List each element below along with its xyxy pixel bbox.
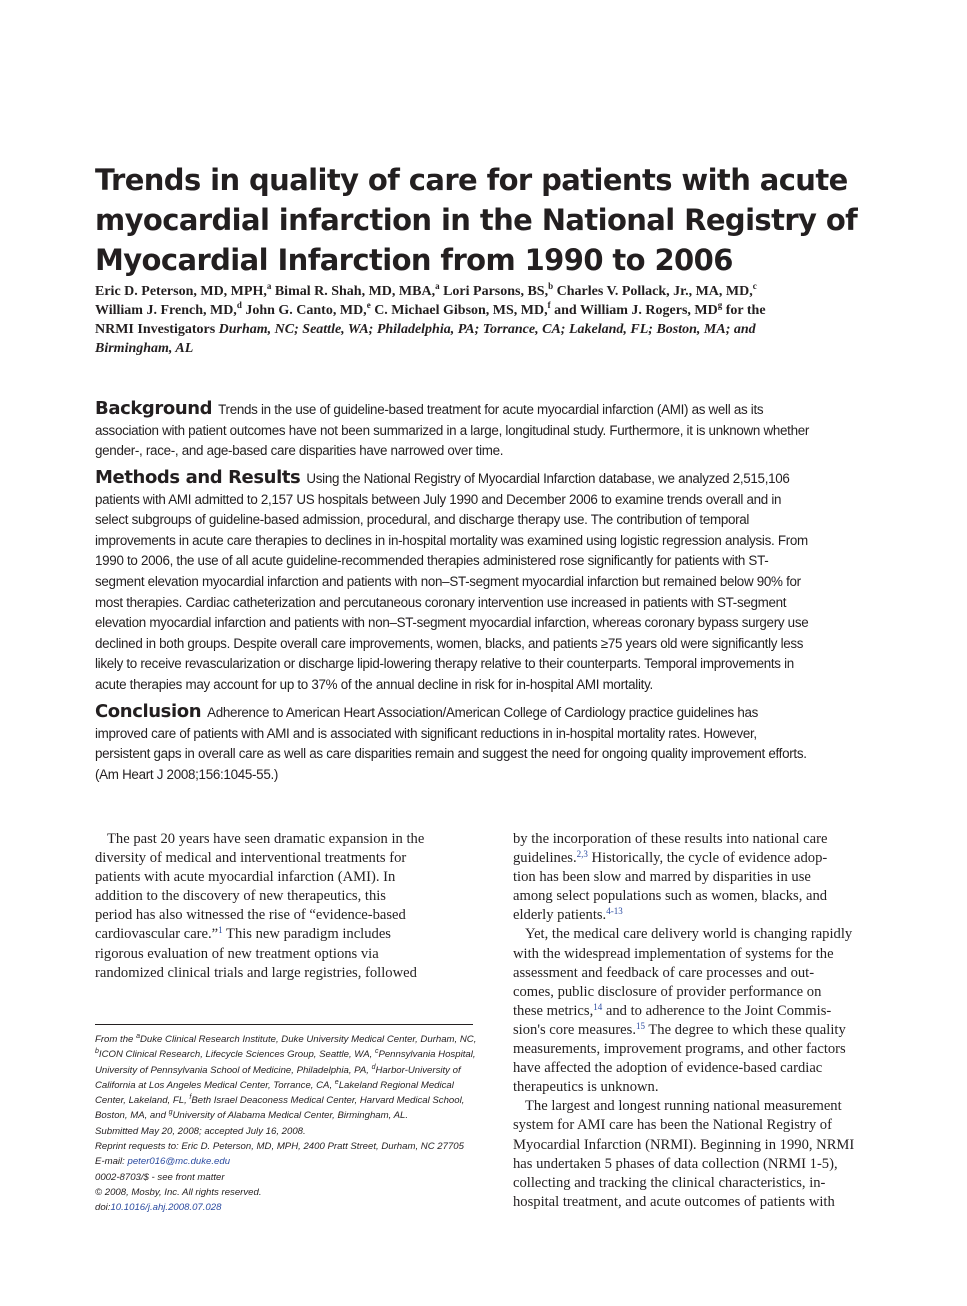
body-line: assessment and feedback of care processes and out- bbox=[513, 964, 815, 981]
reference-link[interactable]: 14 bbox=[593, 1001, 603, 1012]
abstract-line: likely to receive revascularization or discharge lipid-lowering therapy relative to their counterparts. Temporal improvements in bbox=[95, 656, 794, 672]
abstract-text: Adherence to American Heart Association/American College of Cardiology practice guidelines has bbox=[207, 705, 759, 720]
footnote-text: From the bbox=[95, 1034, 137, 1045]
footnote-text: University of Pennsylvania School of Medicine, Philadelphia, PA, bbox=[95, 1064, 372, 1076]
footnote-line bbox=[95, 1063, 475, 1078]
submission-dates: Submitted May 20, 2008; accepted July 16, 2008. bbox=[95, 1125, 306, 1137]
body-line: collecting and tracking the clinical characteristics, in- bbox=[513, 1174, 826, 1191]
footnote-text: Beth Israel Deaconess Medical Center, Harvard Medical School, bbox=[191, 1095, 465, 1107]
footnote-line bbox=[95, 1108, 475, 1123]
footnote-text: Harbor-University of bbox=[375, 1064, 461, 1076]
affiliation-mark: c bbox=[374, 1048, 379, 1056]
affiliation-mark: b bbox=[95, 1048, 99, 1056]
body-line: patients with acute myocardial infarction (AMI). In bbox=[95, 869, 396, 886]
author-name: C. Michael Gibson, MS, MD, bbox=[374, 303, 548, 318]
abstract-line: improved care of patients with AMI and is associated with significant reductions in in-hospital mortality rates. However, bbox=[95, 725, 757, 741]
body-line bbox=[95, 925, 475, 944]
affiliation-mark: f bbox=[547, 300, 551, 310]
footnote-text: Lakeland Regional Medical bbox=[338, 1079, 454, 1091]
body-line: tion has been slow and marred by disparities in use bbox=[513, 869, 811, 886]
reprint-requests: Reprint requests to: Eric D. Peterson, MD, MPH, 2400 Pratt Street, Durham, NC 27705 bbox=[95, 1141, 464, 1153]
for-the-text: for the bbox=[725, 303, 766, 318]
affiliation-mark: d bbox=[236, 300, 242, 310]
author-line bbox=[95, 339, 895, 358]
body-line: by the incorporation of these results into national care bbox=[513, 831, 828, 847]
section-heading: Methods and Results bbox=[95, 467, 301, 488]
footnote-text: Pennsylvania Hospital, bbox=[378, 1049, 476, 1061]
affiliation-mark: d bbox=[371, 1063, 376, 1071]
body-text: sion's core measures. bbox=[513, 1021, 636, 1038]
author-locations: Durham, NC; Seattle, WA; Philadelphia, PA; Torrance, CA; Lakeland, FL; Boston, MA; bbox=[218, 322, 731, 337]
abstract-line: gender-, race-, and age-based care disparities have narrowed over time. bbox=[95, 443, 504, 459]
abstract-background bbox=[95, 399, 895, 462]
author-list bbox=[95, 282, 895, 358]
body-line: with the widespread implementation of systems for the bbox=[513, 945, 834, 962]
affiliation-mark: g bbox=[717, 300, 723, 310]
author-line bbox=[95, 282, 895, 301]
affiliation-mark: g bbox=[168, 1109, 173, 1117]
author-name: and William J. Rogers, MD bbox=[554, 303, 718, 318]
footnote-line bbox=[95, 1032, 475, 1047]
author-line bbox=[95, 320, 895, 339]
affiliation-mark: a bbox=[435, 281, 440, 291]
body-text: and to adherence to the Joint Commis- bbox=[602, 1002, 832, 1019]
abstract-line: patients with AMI admitted to 2,157 US hospitals between July 1990 and December 2006 to examine trends overall and in bbox=[95, 491, 782, 507]
footnote-text: University of Alabama Medical Center, Birmingham, AL. bbox=[172, 1110, 408, 1122]
abstract-line: most therapies. Cardiac catheterization and percutaneous coronary intervention use increased in patients with ST-segment bbox=[95, 594, 787, 610]
doi-link[interactable]: 10.1016/j.ahj.2008.07.028 bbox=[110, 1202, 222, 1214]
body-text: The degree to which these quality bbox=[645, 1021, 846, 1038]
issn-line: 0002-8703/$ - see front matter bbox=[95, 1171, 225, 1183]
abstract-line: (Am Heart J 2008;156:1045-55.) bbox=[95, 766, 279, 782]
copyright-line: © 2008, Mosby, Inc. All rights reserved. bbox=[95, 1186, 262, 1198]
abstract-line: declined in both groups. Despite overall care improvements, women, blacks, and patients ≥75 years old were significantly less bbox=[95, 635, 804, 651]
body-line bbox=[513, 906, 893, 925]
body-line bbox=[513, 849, 893, 868]
footnote-text: Center, Lakeland, FL, bbox=[95, 1095, 190, 1107]
section-heading: Background bbox=[95, 398, 213, 419]
body-line: measurements, improvement programs, and other factors bbox=[513, 1041, 846, 1058]
footnote-line bbox=[95, 1047, 475, 1062]
reference-link[interactable]: 1 bbox=[218, 925, 223, 936]
reference-link[interactable]: 2,3 bbox=[576, 849, 588, 860]
abstract-text: Trends in the use of guideline-based treatment for acute myocardial infarction (AMI) as well as its bbox=[218, 402, 764, 417]
group-name: NRMI Investigators bbox=[95, 322, 216, 337]
body-line: Yet, the medical care delivery world is changing rapidly bbox=[525, 926, 853, 943]
body-text: elderly patients. bbox=[513, 907, 607, 924]
author-name: John G. Canto, MD, bbox=[245, 303, 367, 318]
body-text: This new paradigm includes bbox=[222, 926, 391, 943]
abstract-line: improvements in acute care therapies to declines in in-hospital mortality was examined using logistic regression analysis. From bbox=[95, 532, 808, 548]
body-line: Myocardial Infarction (NRMI). Beginning in 1990, NRMI bbox=[513, 1136, 855, 1153]
footnotes bbox=[95, 1032, 475, 1216]
body-line: The past 20 years have seen dramatic expansion in the bbox=[107, 831, 425, 847]
abstract-line: segment elevation myocardial infarction and patients with non–ST-segment myocardial infarction but remained below 90% for bbox=[95, 573, 801, 589]
and-text: and bbox=[733, 322, 756, 337]
abstract-methods-results bbox=[95, 468, 895, 696]
affiliation-mark: f bbox=[189, 1094, 192, 1102]
footnote-text: Duke Clinical Research Institute, Duke University Medical Center, Durham, NC, bbox=[139, 1034, 477, 1045]
body-column-right bbox=[513, 830, 893, 1212]
footnote-line bbox=[95, 1078, 475, 1093]
abstract-line: acute therapies may account for up to 37% of the annual decline in risk for in-hospital AMI mortality. bbox=[95, 676, 653, 692]
abstract-line: elevation myocardial infarction and patients with non–ST-segment myocardial infarction, whereas coronary bypass surgery use bbox=[95, 615, 809, 631]
abstract-line: select subgroups of guideline-based admission, procedural, and discharge therapy use. The contribution of temporal bbox=[95, 512, 750, 528]
author-name: Lori Parsons, BS, bbox=[443, 284, 549, 299]
email-label: E-mail: bbox=[95, 1156, 128, 1168]
email-link[interactable]: peter016@mc.duke.edu bbox=[127, 1156, 231, 1168]
body-line: among select populations such as women, blacks, and bbox=[513, 888, 828, 905]
body-line: addition to the discovery of new therapeutics, this bbox=[95, 888, 386, 905]
footnote-line bbox=[95, 1093, 475, 1108]
body-line: therapeutics is unknown. bbox=[513, 1079, 659, 1096]
author-locations: Birmingham, AL bbox=[95, 341, 194, 356]
title-line: myocardial infarction in the National Registry of bbox=[95, 203, 858, 237]
body-line: diversity of medical and interventional treatments for bbox=[95, 850, 407, 867]
abstract-line: association with patient outcomes have not been summarized in a large, longitudinal study. Furthermore, it is unknown whether bbox=[95, 422, 810, 438]
reference-link[interactable]: 15 bbox=[636, 1020, 645, 1031]
affiliation-mark: a bbox=[136, 1033, 140, 1040]
body-line bbox=[513, 1021, 893, 1040]
abstract-text: Using the National Registry of Myocardial Infarction database, we analyzed 2,515,106 bbox=[306, 471, 790, 486]
body-text: these metrics, bbox=[513, 1002, 594, 1019]
body-line bbox=[513, 1002, 893, 1021]
reference-link[interactable]: 4-13 bbox=[606, 906, 623, 917]
body-line: comes, public disclosure of provider performance on bbox=[513, 983, 822, 1000]
doi-label: doi: bbox=[95, 1202, 111, 1214]
article-title bbox=[95, 160, 858, 280]
body-column-left bbox=[95, 830, 475, 983]
footnote-line bbox=[95, 1154, 475, 1169]
abstract-line bbox=[95, 702, 895, 724]
body-text: guidelines. bbox=[513, 850, 577, 867]
affiliation-mark: a bbox=[266, 281, 272, 291]
affiliation-mark: c bbox=[752, 281, 757, 291]
footnote-text: ICON Clinical Research, Lifecycle Sciences Group, Seattle, WA, bbox=[98, 1049, 375, 1061]
footnote-divider bbox=[95, 1024, 473, 1025]
affiliation-mark: e bbox=[334, 1078, 339, 1086]
body-line: rigorous evaluation of new treatment options via bbox=[95, 945, 379, 962]
author-name: William J. French, MD, bbox=[95, 303, 237, 318]
body-line: The largest and longest running national measurement bbox=[525, 1098, 842, 1115]
body-line: have affected the adoption of evidence-based cardiac bbox=[513, 1060, 823, 1077]
body-line: hospital treatment, and acute outcomes of patients with bbox=[513, 1193, 835, 1210]
author-name: Charles V. Pollack, Jr., MA, MD, bbox=[556, 284, 753, 299]
abstract-line bbox=[95, 399, 895, 421]
affiliation-mark: e bbox=[366, 300, 371, 310]
author-name: Eric D. Peterson, MD, MPH, bbox=[95, 284, 267, 299]
affiliation-mark: b bbox=[548, 281, 554, 291]
section-heading: Conclusion bbox=[95, 701, 202, 722]
footnote-text: Boston, MA, and bbox=[95, 1110, 169, 1122]
abstract-line: 1990 to 2006, the use of all acute guideline-recommended therapies administered rose significantly for patients with ST- bbox=[95, 553, 769, 569]
abstract-line: persistent gaps in overall care as well as care disparities remain and suggest the need for ongoing quality improvement efforts. bbox=[95, 746, 807, 762]
author-line bbox=[95, 301, 895, 320]
body-line: period has also witnessed the rise of “evidence-based bbox=[95, 907, 406, 924]
body-line: has undertaken 5 phases of data collection (NRMI 1-5), bbox=[513, 1155, 838, 1172]
body-text: Historically, the cycle of evidence adop- bbox=[587, 850, 828, 867]
body-line: randomized clinical trials and large registries, followed bbox=[95, 964, 417, 981]
title-line: Trends in quality of care for patients with acute bbox=[95, 163, 848, 197]
body-line: system for AMI care has been the National Registry of bbox=[513, 1117, 832, 1134]
abstract-conclusion bbox=[95, 702, 895, 785]
footnote-line bbox=[95, 1200, 475, 1215]
author-name: Bimal R. Shah, MD, MBA, bbox=[274, 284, 436, 299]
footnote-text: California at Los Angeles Medical Center, Torrance, CA, bbox=[95, 1079, 335, 1091]
title-line: Myocardial Infarction from 1990 to 2006 bbox=[95, 243, 733, 277]
body-text: cardiovascular care.” bbox=[95, 926, 219, 943]
abstract-line bbox=[95, 468, 895, 490]
